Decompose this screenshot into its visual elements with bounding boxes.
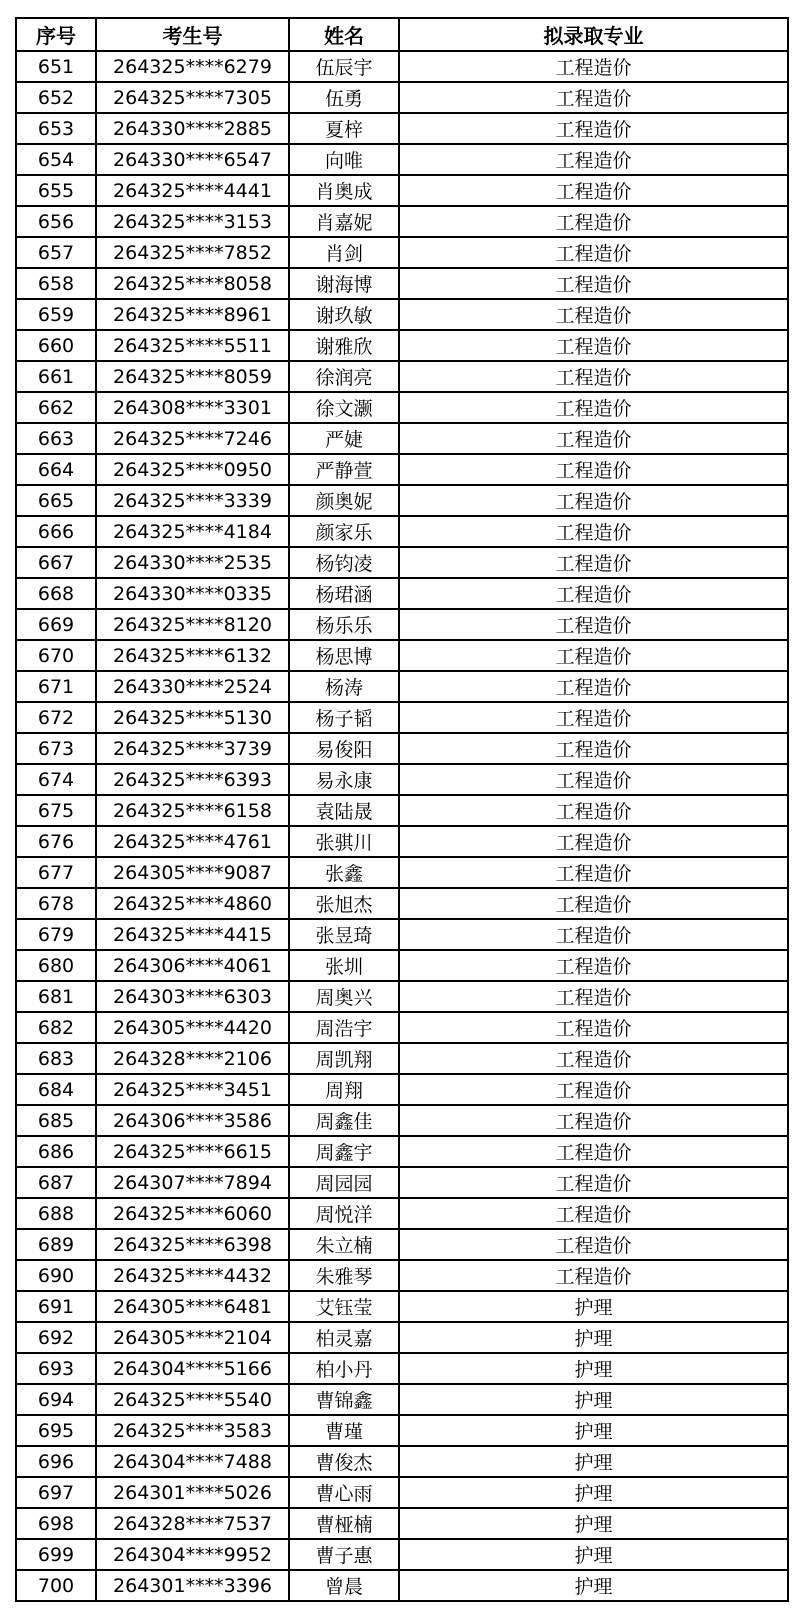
cell-seq: 661 <box>16 361 96 392</box>
cell-exam-no: 264325****6158 <box>96 795 289 826</box>
cell-seq: 658 <box>16 268 96 299</box>
table-row <box>16 578 788 609</box>
table-row <box>16 268 788 299</box>
cell-exam-no: 264304****5166 <box>96 1353 289 1384</box>
cell-seq: 671 <box>16 671 96 702</box>
cell-seq: 659 <box>16 299 96 330</box>
cell-exam-no: 264325****3739 <box>96 733 289 764</box>
table-row <box>16 981 788 1012</box>
cell-major: 工程造价 <box>399 175 788 206</box>
header-major: 拟录取专业 <box>399 18 788 51</box>
cell-major: 护理 <box>399 1353 788 1384</box>
cell-seq: 669 <box>16 609 96 640</box>
cell-exam-no: 264325****0950 <box>96 454 289 485</box>
cell-exam-no: 264304****7488 <box>96 1446 289 1477</box>
cell-major: 工程造价 <box>399 1260 788 1291</box>
cell-exam-no: 264325****3153 <box>96 206 289 237</box>
cell-major: 工程造价 <box>399 950 788 981</box>
cell-seq: 651 <box>16 51 96 82</box>
cell-name: 易俊阳 <box>289 733 399 764</box>
cell-major: 护理 <box>399 1508 788 1539</box>
cell-major: 护理 <box>399 1322 788 1353</box>
cell-exam-no: 264325****5511 <box>96 330 289 361</box>
cell-exam-no: 264305****6481 <box>96 1291 289 1322</box>
cell-name: 周鑫佳 <box>289 1105 399 1136</box>
cell-exam-no: 264325****6615 <box>96 1136 289 1167</box>
cell-name: 杨子韬 <box>289 702 399 733</box>
cell-name: 杨珺涵 <box>289 578 399 609</box>
cell-exam-no: 264325****5130 <box>96 702 289 733</box>
cell-name: 张昱琦 <box>289 919 399 950</box>
cell-name: 徐润亮 <box>289 361 399 392</box>
cell-seq: 656 <box>16 206 96 237</box>
cell-name: 易永康 <box>289 764 399 795</box>
cell-exam-no: 264304****9952 <box>96 1539 289 1570</box>
cell-seq: 679 <box>16 919 96 950</box>
cell-name: 艾钰莹 <box>289 1291 399 1322</box>
cell-exam-no: 264325****4184 <box>96 516 289 547</box>
cell-name: 肖奥成 <box>289 175 399 206</box>
cell-seq: 668 <box>16 578 96 609</box>
cell-seq: 675 <box>16 795 96 826</box>
cell-seq: 693 <box>16 1353 96 1384</box>
table-row <box>16 950 788 981</box>
cell-seq: 689 <box>16 1229 96 1260</box>
cell-seq: 667 <box>16 547 96 578</box>
cell-major: 工程造价 <box>399 485 788 516</box>
cell-seq: 685 <box>16 1105 96 1136</box>
cell-seq: 699 <box>16 1539 96 1570</box>
cell-major: 工程造价 <box>399 919 788 950</box>
cell-seq: 664 <box>16 454 96 485</box>
cell-name: 柏小丹 <box>289 1353 399 1384</box>
cell-name: 周鑫宇 <box>289 1136 399 1167</box>
cell-major: 护理 <box>399 1415 788 1446</box>
cell-major: 工程造价 <box>399 237 788 268</box>
cell-name: 向唯 <box>289 144 399 175</box>
cell-exam-no: 264330****2535 <box>96 547 289 578</box>
cell-name: 曹子惠 <box>289 1539 399 1570</box>
cell-exam-no: 264308****3301 <box>96 392 289 423</box>
admission-table <box>15 17 789 1602</box>
cell-exam-no: 264305****2104 <box>96 1322 289 1353</box>
cell-major: 工程造价 <box>399 392 788 423</box>
cell-major: 工程造价 <box>399 206 788 237</box>
cell-major: 工程造价 <box>399 1043 788 1074</box>
cell-exam-no: 264325****6132 <box>96 640 289 671</box>
cell-major: 工程造价 <box>399 609 788 640</box>
table-row <box>16 1384 788 1415</box>
cell-seq: 678 <box>16 888 96 919</box>
table-row <box>16 330 788 361</box>
table-row <box>16 1136 788 1167</box>
cell-exam-no: 264325****7852 <box>96 237 289 268</box>
cell-seq: 683 <box>16 1043 96 1074</box>
header-name: 姓名 <box>289 18 399 51</box>
cell-major: 工程造价 <box>399 1167 788 1198</box>
cell-name: 肖嘉妮 <box>289 206 399 237</box>
cell-seq: 652 <box>16 82 96 113</box>
cell-exam-no: 264301****3396 <box>96 1570 289 1601</box>
admission-list <box>15 17 787 1602</box>
cell-seq: 700 <box>16 1570 96 1601</box>
cell-exam-no: 264325****7246 <box>96 423 289 454</box>
table-row <box>16 51 788 82</box>
cell-exam-no: 264325****4860 <box>96 888 289 919</box>
table-row <box>16 237 788 268</box>
cell-major: 工程造价 <box>399 516 788 547</box>
cell-name: 朱立楠 <box>289 1229 399 1260</box>
table-row <box>16 640 788 671</box>
cell-name: 张鑫 <box>289 857 399 888</box>
cell-exam-no: 264325****8961 <box>96 299 289 330</box>
cell-name: 曹桠楠 <box>289 1508 399 1539</box>
cell-exam-no: 264325****4761 <box>96 826 289 857</box>
cell-major: 护理 <box>399 1384 788 1415</box>
cell-seq: 691 <box>16 1291 96 1322</box>
cell-name: 朱雅琴 <box>289 1260 399 1291</box>
table-row <box>16 1539 788 1570</box>
cell-seq: 680 <box>16 950 96 981</box>
cell-major: 工程造价 <box>399 299 788 330</box>
table-row <box>16 1043 788 1074</box>
cell-name: 周浩宇 <box>289 1012 399 1043</box>
cell-major: 工程造价 <box>399 733 788 764</box>
cell-seq: 686 <box>16 1136 96 1167</box>
cell-exam-no: 264301****5026 <box>96 1477 289 1508</box>
table-row <box>16 1446 788 1477</box>
cell-exam-no: 264325****3451 <box>96 1074 289 1105</box>
cell-major: 护理 <box>399 1446 788 1477</box>
cell-name: 颜奥妮 <box>289 485 399 516</box>
cell-exam-no: 264306****3586 <box>96 1105 289 1136</box>
cell-seq: 660 <box>16 330 96 361</box>
table-row <box>16 175 788 206</box>
cell-exam-no: 264325****4441 <box>96 175 289 206</box>
cell-exam-no: 264303****6303 <box>96 981 289 1012</box>
cell-exam-no: 264330****2524 <box>96 671 289 702</box>
cell-major: 工程造价 <box>399 1229 788 1260</box>
table-row <box>16 702 788 733</box>
table-row <box>16 1229 788 1260</box>
cell-exam-no: 264328****7537 <box>96 1508 289 1539</box>
cell-name: 袁陆晟 <box>289 795 399 826</box>
table-row <box>16 919 788 950</box>
cell-seq: 690 <box>16 1260 96 1291</box>
cell-name: 严婕 <box>289 423 399 454</box>
cell-major: 工程造价 <box>399 361 788 392</box>
cell-major: 工程造价 <box>399 795 788 826</box>
cell-name: 张旭杰 <box>289 888 399 919</box>
cell-major: 工程造价 <box>399 113 788 144</box>
table-row <box>16 516 788 547</box>
cell-name: 谢雅欣 <box>289 330 399 361</box>
cell-name: 曹锦鑫 <box>289 1384 399 1415</box>
cell-name: 谢海博 <box>289 268 399 299</box>
cell-seq: 697 <box>16 1477 96 1508</box>
header-row <box>16 18 788 51</box>
cell-major: 工程造价 <box>399 454 788 485</box>
cell-seq: 692 <box>16 1322 96 1353</box>
table-row <box>16 857 788 888</box>
cell-name: 周凯翔 <box>289 1043 399 1074</box>
cell-major: 工程造价 <box>399 547 788 578</box>
cell-major: 工程造价 <box>399 764 788 795</box>
cell-seq: 672 <box>16 702 96 733</box>
table-row <box>16 1353 788 1384</box>
cell-name: 周翔 <box>289 1074 399 1105</box>
cell-seq: 662 <box>16 392 96 423</box>
cell-major: 工程造价 <box>399 51 788 82</box>
cell-seq: 665 <box>16 485 96 516</box>
cell-seq: 694 <box>16 1384 96 1415</box>
cell-major: 工程造价 <box>399 1074 788 1105</box>
table-row <box>16 206 788 237</box>
cell-exam-no: 264328****2106 <box>96 1043 289 1074</box>
cell-exam-no: 264325****7305 <box>96 82 289 113</box>
cell-seq: 677 <box>16 857 96 888</box>
cell-major: 工程造价 <box>399 981 788 1012</box>
cell-major: 护理 <box>399 1570 788 1601</box>
cell-name: 夏梓 <box>289 113 399 144</box>
cell-seq: 670 <box>16 640 96 671</box>
cell-name: 杨钧凌 <box>289 547 399 578</box>
cell-seq: 688 <box>16 1198 96 1229</box>
cell-major: 工程造价 <box>399 1198 788 1229</box>
cell-name: 曾晨 <box>289 1570 399 1601</box>
table-row <box>16 547 788 578</box>
table-row <box>16 1322 788 1353</box>
cell-name: 周悦洋 <box>289 1198 399 1229</box>
table-row <box>16 1074 788 1105</box>
cell-name: 伍辰宇 <box>289 51 399 82</box>
cell-seq: 682 <box>16 1012 96 1043</box>
cell-major: 工程造价 <box>399 1012 788 1043</box>
table-row <box>16 764 788 795</box>
table-row <box>16 144 788 175</box>
cell-exam-no: 264330****6547 <box>96 144 289 175</box>
table-row <box>16 361 788 392</box>
cell-major: 工程造价 <box>399 268 788 299</box>
cell-seq: 655 <box>16 175 96 206</box>
cell-major: 工程造价 <box>399 702 788 733</box>
cell-major: 护理 <box>399 1539 788 1570</box>
cell-exam-no: 264306****4061 <box>96 950 289 981</box>
table-row <box>16 423 788 454</box>
cell-seq: 674 <box>16 764 96 795</box>
table-row <box>16 1260 788 1291</box>
cell-name: 杨乐乐 <box>289 609 399 640</box>
cell-seq: 657 <box>16 237 96 268</box>
table-row <box>16 485 788 516</box>
cell-major: 护理 <box>399 1477 788 1508</box>
cell-major: 工程造价 <box>399 1136 788 1167</box>
cell-name: 张圳 <box>289 950 399 981</box>
cell-major: 工程造价 <box>399 578 788 609</box>
cell-exam-no: 264307****7894 <box>96 1167 289 1198</box>
table-row <box>16 1167 788 1198</box>
cell-name: 严静萱 <box>289 454 399 485</box>
cell-name: 徐文灏 <box>289 392 399 423</box>
cell-major: 工程造价 <box>399 857 788 888</box>
cell-exam-no: 264325****3339 <box>96 485 289 516</box>
cell-exam-no: 264325****4432 <box>96 1260 289 1291</box>
cell-exam-no: 264325****8120 <box>96 609 289 640</box>
table-row <box>16 1477 788 1508</box>
cell-major: 工程造价 <box>399 888 788 919</box>
table-row <box>16 888 788 919</box>
cell-seq: 663 <box>16 423 96 454</box>
table-row <box>16 609 788 640</box>
cell-seq: 681 <box>16 981 96 1012</box>
table-row <box>16 82 788 113</box>
table-row <box>16 1570 788 1601</box>
header-seq: 序号 <box>16 18 96 51</box>
cell-exam-no: 264325****6393 <box>96 764 289 795</box>
cell-name: 曹俊杰 <box>289 1446 399 1477</box>
cell-exam-no: 264330****0335 <box>96 578 289 609</box>
table-row <box>16 1415 788 1446</box>
cell-major: 工程造价 <box>399 1105 788 1136</box>
cell-major: 工程造价 <box>399 640 788 671</box>
cell-seq: 695 <box>16 1415 96 1446</box>
cell-name: 谢玖敏 <box>289 299 399 330</box>
cell-name: 曹瑾 <box>289 1415 399 1446</box>
cell-seq: 696 <box>16 1446 96 1477</box>
cell-seq: 687 <box>16 1167 96 1198</box>
cell-name: 曹心雨 <box>289 1477 399 1508</box>
cell-seq: 684 <box>16 1074 96 1105</box>
cell-seq: 676 <box>16 826 96 857</box>
cell-name: 伍勇 <box>289 82 399 113</box>
cell-seq: 698 <box>16 1508 96 1539</box>
cell-seq: 653 <box>16 113 96 144</box>
cell-major: 工程造价 <box>399 330 788 361</box>
table-row <box>16 392 788 423</box>
table-row <box>16 454 788 485</box>
cell-major: 工程造价 <box>399 423 788 454</box>
cell-major: 护理 <box>399 1291 788 1322</box>
cell-name: 杨思博 <box>289 640 399 671</box>
header-exam-no: 考生号 <box>96 18 289 51</box>
cell-exam-no: 264325****6398 <box>96 1229 289 1260</box>
cell-exam-no: 264305****4420 <box>96 1012 289 1043</box>
table-row <box>16 826 788 857</box>
table-row <box>16 1198 788 1229</box>
table-row <box>16 733 788 764</box>
cell-seq: 654 <box>16 144 96 175</box>
table-row <box>16 1012 788 1043</box>
table-row <box>16 1291 788 1322</box>
cell-exam-no: 264325****8059 <box>96 361 289 392</box>
cell-exam-no: 264325****5540 <box>96 1384 289 1415</box>
table-row <box>16 299 788 330</box>
cell-seq: 673 <box>16 733 96 764</box>
cell-name: 张骐川 <box>289 826 399 857</box>
cell-name: 周奥兴 <box>289 981 399 1012</box>
cell-exam-no: 264305****9087 <box>96 857 289 888</box>
cell-exam-no: 264325****6060 <box>96 1198 289 1229</box>
cell-name: 周园园 <box>289 1167 399 1198</box>
cell-major: 工程造价 <box>399 82 788 113</box>
table-row <box>16 795 788 826</box>
table-row <box>16 1105 788 1136</box>
cell-major: 工程造价 <box>399 826 788 857</box>
table-row <box>16 1508 788 1539</box>
cell-name: 杨涛 <box>289 671 399 702</box>
cell-major: 工程造价 <box>399 671 788 702</box>
cell-name: 颜家乐 <box>289 516 399 547</box>
cell-name: 柏灵嘉 <box>289 1322 399 1353</box>
cell-exam-no: 264325****3583 <box>96 1415 289 1446</box>
cell-exam-no: 264325****8058 <box>96 268 289 299</box>
cell-seq: 666 <box>16 516 96 547</box>
table-row <box>16 113 788 144</box>
table-body <box>16 51 788 1601</box>
table-row <box>16 671 788 702</box>
cell-exam-no: 264325****4415 <box>96 919 289 950</box>
cell-exam-no: 264325****6279 <box>96 51 289 82</box>
cell-name: 肖剑 <box>289 237 399 268</box>
cell-major: 工程造价 <box>399 144 788 175</box>
cell-exam-no: 264330****2885 <box>96 113 289 144</box>
